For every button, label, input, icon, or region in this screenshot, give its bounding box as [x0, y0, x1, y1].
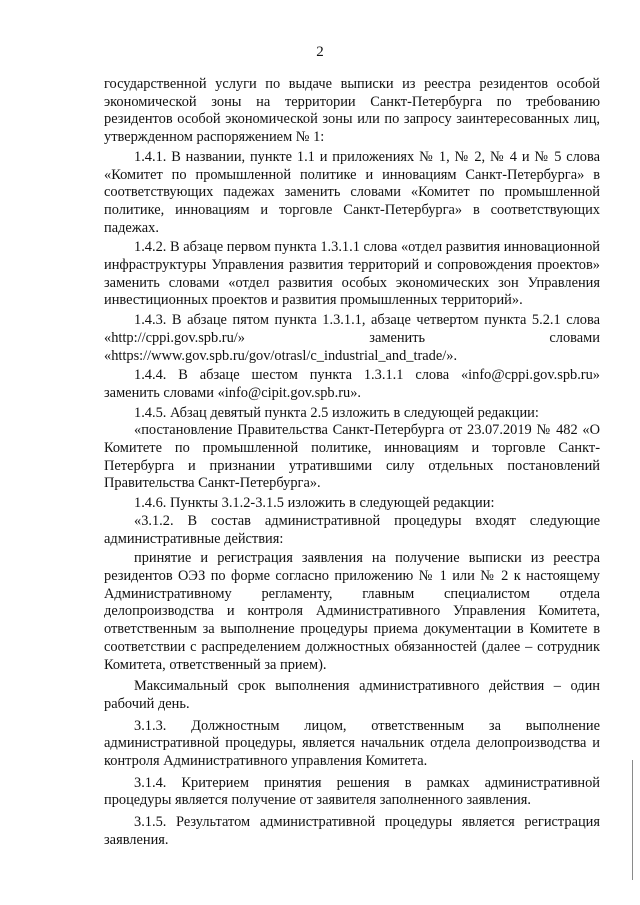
paragraph-1-4-4: 1.4.4. В абзаце шестом пункта 1.3.1.1 слова «info@cppi.gov.spb.ru» заменить словами «info@cipit.gov.spb.ru».	[104, 367, 600, 401]
paragraph-1-4-2: 1.4.2. В абзаце первом пункта 1.3.1.1 слова «отдел развития инновационной инфраструктуры Управления развития территорий и сопровождения проектов» заменить словами «отдел развития особых экономических зон Управления инвестиционных проектов и развития промышленных территорий».	[104, 239, 600, 309]
paragraph-intro: государственной услуги по выдаче выписки из реестра резидентов особой экономической зоны на территории Санкт-Петербурга по требованию резидентов особой экономической зоны или по запросу заинтересованных лиц, утвержденном распоряжением № 1:	[104, 76, 600, 146]
paragraph-3-1-3: 3.1.3. Должностным лицом, ответственным за выполнение административной процедуры, является начальник отдела делопроизводства и контроля Административного управления Комитета.	[104, 717, 600, 770]
paragraph-1-4-6: 1.4.6. Пункты 3.1.2-3.1.5 изложить в следующей редакции:	[134, 495, 495, 512]
paragraph-1-4-1: 1.4.1. В названии, пункте 1.1 и приложениях № 1, № 2, № 4 и № 5 слова «Комитет по промышленной политике и инновациям Санкт-Петербурга» в соответствующих падежах заменить словами «Комитет по промышленной политике, инновациям и торговле Санкт-Петербурга» в соответствующих падежах.	[104, 148, 600, 236]
paragraph-registration-action: принятие и регистрация заявления на получение выписки из реестра резидентов ОЭЗ по форме согласно приложению № 1 или № 2 к настоящему Административному регламенту, главным специалистом отдела делопроизводства и контроля Административного Управления Комитета, ответственным за выполнение процедуры приема документации в Комитете в соответствии с распределением должностных обязанностей (далее – сотрудник Комитета, ответственный за прием).	[104, 550, 600, 673]
paragraph-1-4-3: 1.4.3. В абзаце пятом пункта 1.3.1.1, абзаце четвертом пункта 5.2.1 слова «http://cppi.gov.spb.ru/» заменить словами «https://www.gov.spb.ru/gov/otrasl/c_industrial_and_trade/».	[104, 312, 600, 364]
paragraph-resolution-reference: «постановление Правительства Санкт-Петербурга от 23.07.2019 № 482 «О Комитете по промышленной политике, инновациям и торговле Санкт-Петербурга и признании утратившими силу отдельных постановлений Правительства Санкт-Петербурга».	[104, 422, 600, 492]
paragraph-3-1-5: 3.1.5. Результатом административной процедуры является регистрация заявления.	[104, 814, 600, 848]
paragraph-3-1-4: 3.1.4. Критерием принятия решения в рамках административной процедуры является получение от заявителя заполненного заявления.	[104, 774, 600, 809]
paragraph-1-4-5: 1.4.5. Абзац девятый пункта 2.5 изложить в следующей редакции:	[134, 404, 539, 421]
paragraph-3-1-2: «3.1.2. В состав административной процедуры входят следующие административные действия:	[104, 512, 600, 547]
page-number: 2	[316, 44, 324, 60]
document-body	[104, 76, 600, 850]
scan-edge-line	[632, 760, 633, 880]
paragraph-max-duration: Максимальный срок выполнения административного действия – один рабочий день.	[104, 678, 600, 712]
